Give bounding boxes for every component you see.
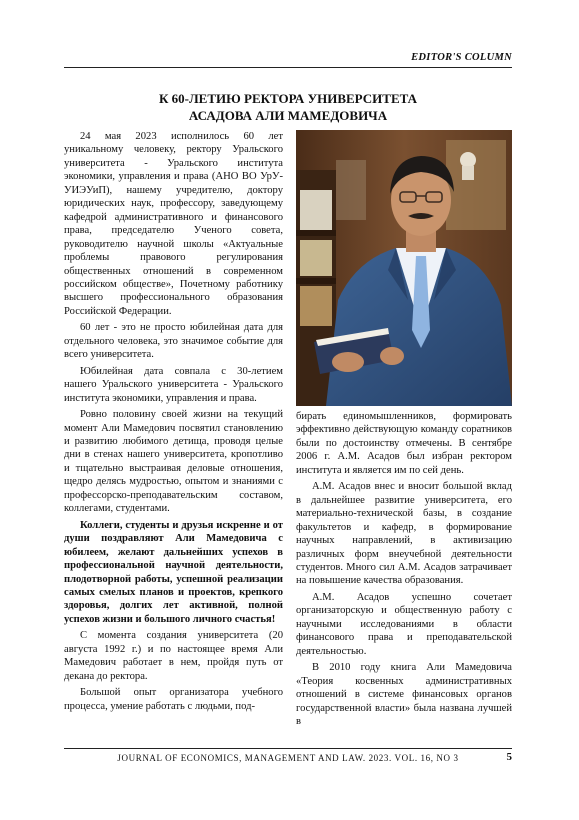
paragraph: Ровно половину своей жизни на текущий момент Али Мамедович посвятил становлению и развитию любимого детища, проводя целые дни в стенах нашего университета, кропотливо и тщательно выстраивая деловые отношения, щедро делясь мудростью, опытом и знаниями с профессорско-преподавательским составом, коллегами, студентами. bbox=[64, 409, 283, 515]
right-column bbox=[296, 410, 512, 728]
title-line-1: К 60-ЛЕТИЮ РЕКТОРА УНИВЕРСИТЕТА bbox=[158, 91, 418, 106]
article-title bbox=[64, 90, 512, 124]
journal-footer: JOURNAL OF ECONOMICS, MANAGEMENT AND LAW. 2023. VOL. 16, NO 3 bbox=[117, 753, 459, 763]
title-line-2: АСАДОВА АЛИ МАМЕДОВИЧА bbox=[188, 108, 388, 123]
header-rule bbox=[64, 67, 512, 68]
paragraph: С момента создания университета (20 августа 1992 г.) и по настоящее время Али Мамедович работает в нем, пройдя путь от декана до ректора. bbox=[64, 630, 283, 682]
paragraph: 60 лет - это не просто юбилейная дата для отдельного человека, это значимое событие для всего университета. bbox=[64, 322, 283, 361]
paragraph: В 2010 году книга Али Мамедовича «Теория косвенных административных отношений в системе финансовых органов государственной власти» была названа лучшей в bbox=[296, 662, 512, 727]
portrait-illustration bbox=[296, 130, 512, 406]
paragraph: бирать единомышленников, формировать эффективно действующую команду соратников были по достоинству отмечены. В сентябре 2006 г. А.М. Асадов был избран ректором института и является им по сей день. bbox=[296, 411, 512, 476]
left-column bbox=[64, 130, 283, 713]
paragraph: Большой опыт организатора учебного процесса, умение работать с людьми, под- bbox=[64, 687, 283, 712]
paragraph: А.М. Асадов успешно сочетает организаторскую и общественную работу с научными исследованиями в области финансового права и преподавательской деятельностью. bbox=[296, 591, 512, 657]
footer-rule bbox=[64, 748, 512, 749]
paragraph: Юбилейная дата совпала с 30-летием нашего Уральского университета - Уральского института экономики, управления и права. bbox=[64, 365, 283, 404]
page-number: 5 bbox=[506, 751, 512, 763]
paragraph: 24 мая 2023 исполнилось 60 лет уникальному человеку, ректору Уральского университета - Уральского института экономики, управления и права (АНО ВО УрУ-УИЭУиП), нашему учредителю, доктору юридических наук, профессору, заведующему кафедрой административного и финансового права, председателю Ученого совета, руководителю научной школы «Актуальные проблемы правового регулирования общественных отношений в современном российском обществе», Почетному работнику высшего профессионального образования Российской Федерации. bbox=[64, 131, 283, 317]
section-header: EDITOR'S COLUMN bbox=[411, 52, 512, 63]
rector-portrait-photo bbox=[296, 130, 512, 406]
paragraph: А.М. Асадов внес и вносит большой вклад в дальнейшее развитие университета, его материально-технической базы, в создание факультетов и кафедр, в формирование научных направлений, в активизацию различных форм внеучебной деятельности студентов. Много сил А.М. Асадов затрачивает на повышение качества образования. bbox=[296, 481, 512, 587]
congratulation-paragraph: Коллеги, студенты и друзья искренне и от души поздравляют Али Мамедовича с юбилеем, желают дальнейших успехов в профессиональной научной деятельности, плодотворной работы, успешной реализации самых смелых планов и проектов, крепкого здоровья, долгих лет активной, полной успехов жизни и большого личного счастья! bbox=[64, 519, 283, 625]
